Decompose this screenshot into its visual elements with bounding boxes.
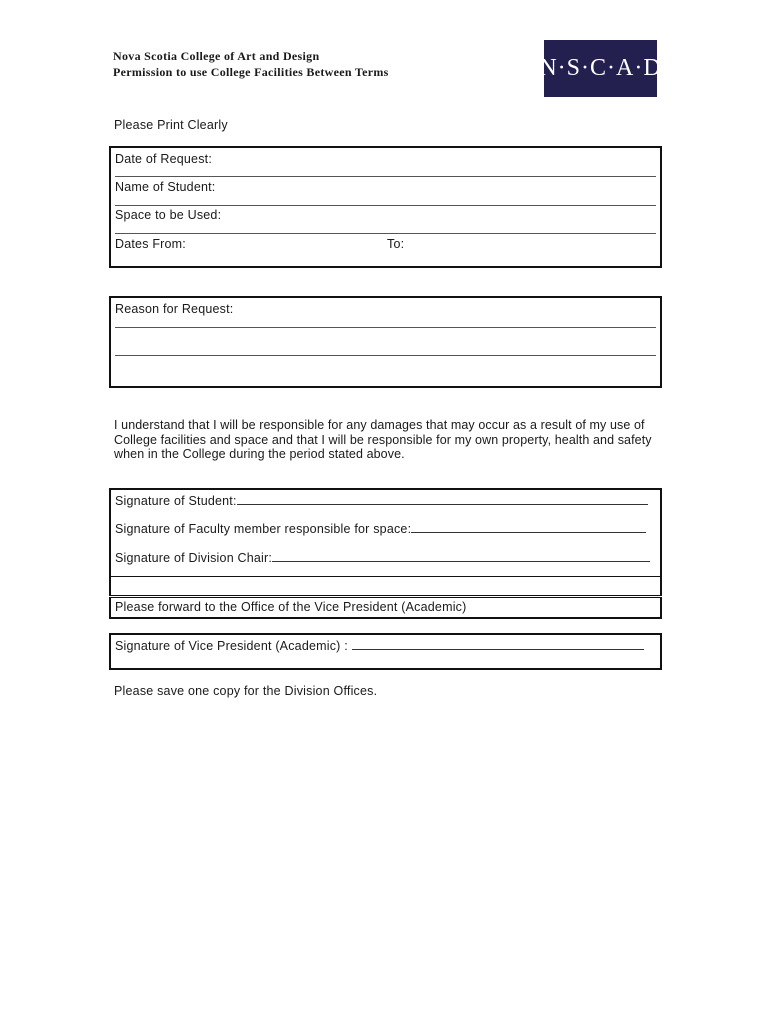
- date-of-request-label: Date of Request:: [115, 152, 213, 166]
- chair-signature-label: Signature of Division Chair:: [115, 551, 273, 565]
- request-details-box: [109, 146, 662, 268]
- name-of-student-label: Name of Student:: [115, 180, 216, 194]
- name-of-student-field[interactable]: [115, 205, 656, 206]
- student-signature-row[interactable]: [115, 493, 656, 509]
- logo-text: N·S·C·A·D: [539, 55, 662, 81]
- student-signature-line[interactable]: [237, 493, 648, 505]
- vp-signature-box: [109, 633, 662, 670]
- space-to-be-used-label: Space to be Used:: [115, 208, 222, 222]
- student-signature-label: Signature of Student:: [115, 494, 237, 508]
- faculty-signature-label: Signature of Faculty member responsible for space:: [115, 522, 412, 536]
- dates-to-label: To:: [387, 237, 405, 251]
- responsibility-statement: I understand that I will be responsible for any damages that may occur as a result of my use of College facilities and space and that I will be responsible for my own property, health and safety when in the College during the period stated above.: [114, 418, 652, 461]
- reason-line-2[interactable]: [115, 355, 656, 356]
- chair-signature-row[interactable]: [115, 550, 656, 566]
- institution-name: Nova Scotia College of Art and Design: [113, 49, 320, 63]
- date-of-request-field[interactable]: [115, 176, 656, 177]
- faculty-signature-line[interactable]: [411, 521, 646, 533]
- signatures-spacer-row: [109, 576, 662, 596]
- reason-for-request-label: Reason for Request:: [115, 302, 234, 316]
- vp-signature-row[interactable]: [115, 638, 656, 654]
- chair-signature-line[interactable]: [272, 550, 650, 562]
- faculty-signature-row[interactable]: [115, 521, 656, 537]
- form-header: [113, 48, 389, 80]
- reason-box: [109, 296, 662, 388]
- form-title: Permission to use College Facilities Between Terms: [113, 65, 389, 79]
- vp-signature-line[interactable]: [352, 638, 644, 650]
- reason-line-1[interactable]: [115, 327, 656, 328]
- save-copy-note: Please save one copy for the Division Offices.: [114, 684, 378, 698]
- forward-note-row: [109, 597, 662, 619]
- signatures-box: [109, 488, 662, 579]
- dates-from-label: Dates From:: [115, 237, 186, 251]
- nscad-logo: [539, 40, 662, 97]
- vp-signature-label: Signature of Vice President (Academic) :: [115, 639, 348, 653]
- space-to-be-used-field[interactable]: [115, 233, 656, 234]
- print-clearly-instruction: Please Print Clearly: [114, 118, 228, 132]
- forward-note: Please forward to the Office of the Vice President (Academic): [115, 600, 467, 614]
